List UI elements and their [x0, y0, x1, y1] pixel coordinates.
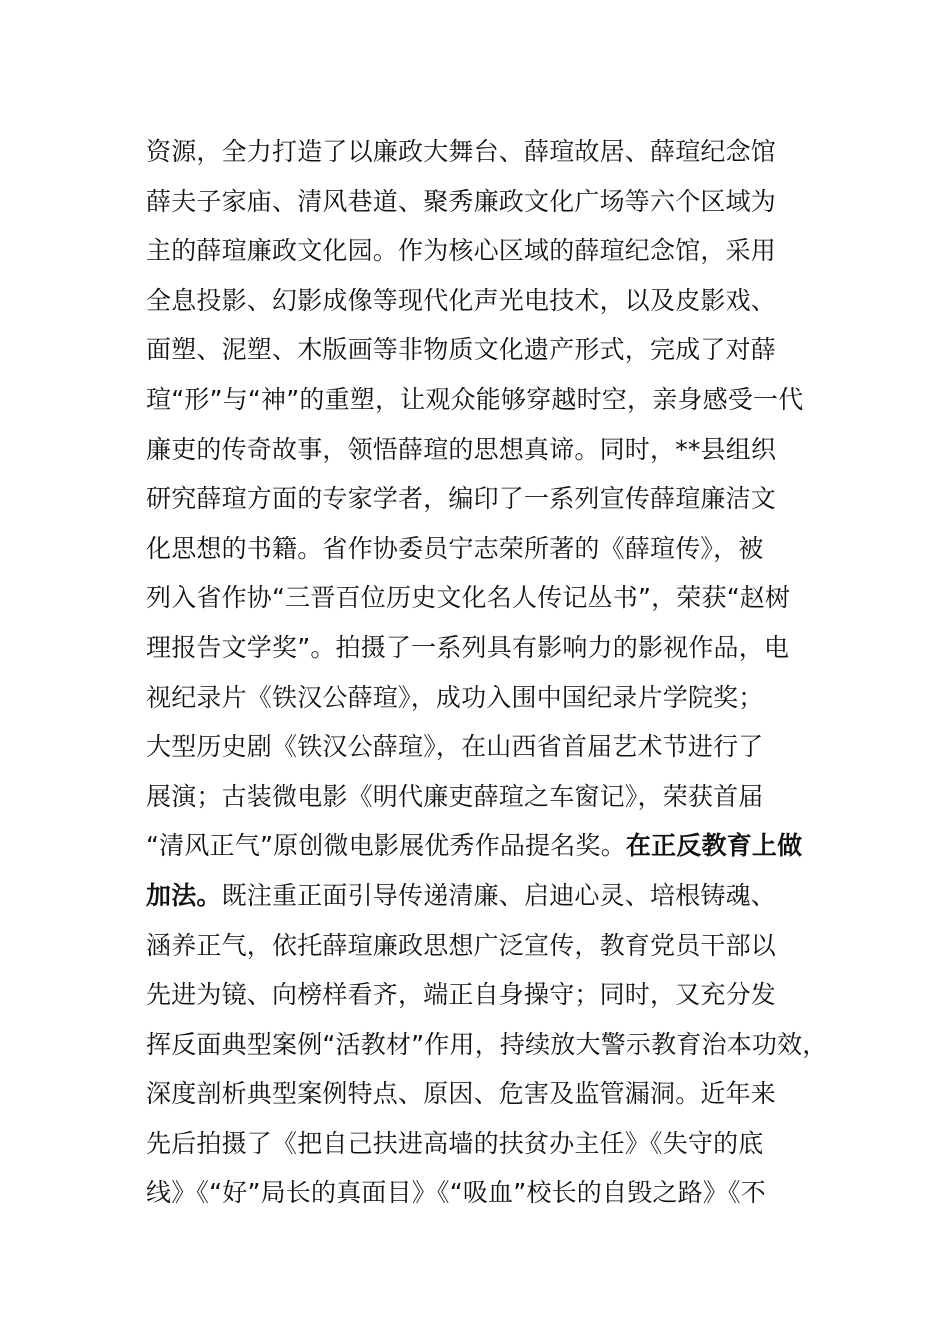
- section-heading-bold: 加法。: [146, 880, 222, 910]
- text-line: 理报告文学奖”。拍摄了一系列具有影响力的影视作品，电: [146, 632, 790, 662]
- text-line: [146, 821, 846, 871]
- text-line: 薛夫子家庙、清风巷道、聚秀廉政文化广场等六个区域为: [146, 186, 777, 216]
- text-line: 视纪录片《铁汉公薛瑄》，成功入围中国纪录片学院奖；: [146, 682, 764, 712]
- section-heading-bold: 在正反教育上做: [625, 831, 803, 861]
- text-line-segment: 既注重正面引导传递清廉、启迪心灵、培根铸魂、: [221, 880, 777, 910]
- text-line: 先进为镜、向榜样看齐，端正自身操守；同时，又充分发: [146, 980, 777, 1010]
- text-line: 线》《“好”局长的真面目》《“吸血”校长的自毁之路》《不: [146, 1178, 766, 1208]
- text-line: 先后拍摄了《把自己扶进高墙的扶贫办主任》《失守的底: [146, 1128, 764, 1158]
- text-line: 主的薛瑄廉政文化园。作为核心区域的薛瑄纪念馆，采用: [146, 236, 777, 266]
- text-line: 廉吏的传奇故事，领悟薛瑄的思想真谛。同时，**县组织: [146, 434, 777, 464]
- text-line: 全息投影、幻影成像等现代化声光电技术，以及皮影戏、: [146, 285, 777, 315]
- text-line: 大型历史剧《铁汉公薛瑄》，在山西省首届艺术节进行了: [146, 732, 764, 762]
- text-line: 列入省作协“三晋百位历史文化名人传记丛书”，荣获“赵树: [146, 583, 791, 613]
- body-text: [146, 127, 846, 1218]
- text-line: 资源，全力打造了以廉政大舞台、薛瑄故居、薛瑄纪念馆: [146, 137, 777, 166]
- text-line: 深度剖析典型案例特点、原因、危害及监管漏洞。近年来: [146, 1079, 777, 1109]
- text-line: 化思想的书籍。省作协委员宁志荣所著的《薛瑄传》，被: [146, 533, 764, 563]
- text-line: [146, 871, 846, 921]
- text-line: 涵养正气，依托薛瑄廉政思想广泛宣传，教育党员干部以: [146, 930, 777, 960]
- text-line: 瑄“形”与“神”的重塑，让观众能够穿越时空，亲身感受一代: [146, 384, 804, 414]
- text-line-segment: “清风正气”原创微电影展优秀作品提名奖。: [146, 831, 626, 861]
- text-line: 展演；古装微电影《明代廉吏薛瑄之车窗记》，荣获首届: [146, 781, 764, 811]
- text-line: 面塑、泥塑、木版画等非物质文化遗产形式，完成了对薛: [146, 335, 777, 365]
- text-line: 挥反面典型案例“活教材”作用，持续放大警示教育治本功效，: [146, 1029, 828, 1059]
- text-line: 研究薛瑄方面的专家学者，编印了一系列宣传薛瑄廉洁文: [146, 484, 777, 514]
